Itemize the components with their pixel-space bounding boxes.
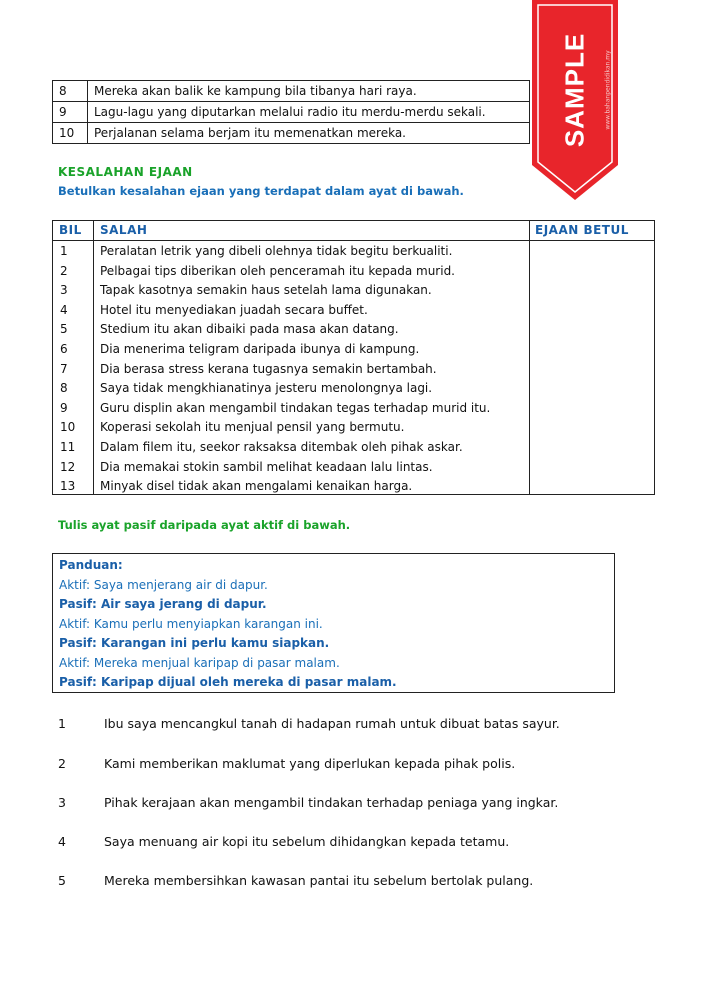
row-number: 9	[60, 400, 68, 415]
row-text: Saya tidak mengkhianatinya jesteru menolongnya lagi.	[100, 381, 433, 396]
row-number: 5	[60, 322, 68, 337]
question-number: 4	[58, 834, 66, 849]
question-number: 2	[58, 756, 66, 771]
section-title: KESALAHAN EJAAN	[58, 165, 193, 179]
top-table	[52, 80, 530, 144]
table-row	[53, 458, 654, 478]
table-row	[53, 102, 530, 123]
table-row	[53, 418, 654, 438]
table-header	[53, 221, 654, 241]
row-number: 8	[53, 81, 88, 102]
header-ejaan-betul: EJAAN BETUL	[535, 223, 629, 237]
question-item	[58, 873, 533, 888]
row-text: Mereka akan balik ke kampung bila tibanya hari raya.	[88, 81, 530, 102]
row-text: Dia menerima teligram daripada ibunya di kampung.	[100, 341, 420, 356]
spelling-table	[52, 220, 655, 495]
question-item	[58, 756, 515, 771]
header-salah: SALAH	[100, 223, 148, 237]
row-text: Tapak kasotnya semakin haus setelah lama digunakan.	[100, 283, 432, 298]
sample-label: SAMPLE	[559, 32, 590, 148]
header-bil: BIL	[59, 223, 82, 237]
row-number: 2	[60, 263, 68, 278]
table-row	[53, 320, 654, 340]
table-row	[53, 123, 530, 144]
row-number: 11	[60, 439, 76, 454]
row-number: 10	[60, 420, 76, 435]
row-text: Koperasi sekolah itu menjual pensil yang bermutu.	[100, 420, 405, 435]
row-text: Minyak disel tidak akan mengalami kenaikan harga.	[100, 479, 413, 494]
section-instruction: Betulkan kesalahan ejaan yang terdapat dalam ayat di bawah.	[58, 184, 464, 198]
table-row	[53, 399, 654, 419]
table-row	[53, 438, 654, 458]
guide-line-aktif: Aktif: Saya menjerang air di dapur.	[59, 577, 268, 592]
question-text: Saya menuang air kopi itu sebelum dihidangkan kepada tetamu.	[104, 834, 510, 849]
pasif-instruction: Tulis ayat pasif daripada ayat aktif di bawah.	[58, 518, 351, 532]
guide-line-aktif: Aktif: Mereka menjual karipap di pasar malam.	[59, 655, 340, 670]
table-row	[53, 301, 654, 321]
question-text: Ibu saya mencangkul tanah di hadapan rumah untuk dibuat batas sayur.	[104, 716, 560, 731]
question-text: Kami memberikan maklumat yang diperlukan kepada pihak polis.	[104, 756, 516, 771]
table-row	[53, 242, 654, 262]
guide-title: Panduan:	[59, 558, 123, 572]
guide-line-pasif: Pasif: Karipap dijual oleh mereka di pasar malam.	[59, 675, 397, 689]
row-text: Dia berasa stress kerana tugasnya semakin bertambah.	[100, 361, 437, 376]
row-text: Peralatan letrik yang dibeli olehnya tidak begitu berkualiti.	[100, 244, 453, 258]
question-number: 3	[58, 795, 66, 810]
question-text: Pihak kerajaan akan mengambil tindakan terhadap peniaga yang ingkar.	[104, 795, 559, 810]
question-number: 5	[58, 873, 66, 888]
guide-box	[52, 553, 615, 693]
row-text: Lagu-lagu yang diputarkan melalui radio itu merdu-merdu sekali.	[88, 102, 530, 123]
row-text: Hotel itu menyediakan juadah secara buffet.	[100, 302, 368, 317]
table-row	[53, 281, 654, 301]
ribbon-url: www.bahanpendidikan.my	[604, 50, 612, 130]
guide-line-pasif: Pasif: Karangan ini perlu kamu siapkan.	[59, 636, 330, 650]
row-text: Stedium itu akan dibaiki pada masa akan datang.	[100, 322, 399, 337]
table-row	[53, 360, 654, 380]
table-row	[53, 477, 654, 497]
row-text: Dia memakai stokin sambil melihat keadaan lalu lintas.	[100, 459, 433, 474]
question-text: Mereka membersihkan kawasan pantai itu sebelum bertolak pulang.	[104, 873, 534, 888]
row-number: 9	[53, 102, 88, 123]
row-text: Guru displin akan mengambil tindakan tegas terhadap murid itu.	[100, 400, 491, 415]
row-number: 13	[60, 479, 76, 494]
question-item	[58, 795, 558, 810]
row-number: 1	[60, 244, 68, 258]
table-body	[53, 242, 654, 497]
row-text: Pelbagai tips diberikan oleh penceramah itu kepada murid.	[100, 263, 455, 278]
guide-line-aktif: Aktif: Kamu perlu menyiapkan karangan ini.	[59, 616, 323, 631]
table-row	[53, 340, 654, 360]
row-number: 12	[60, 459, 76, 474]
row-number: 7	[60, 361, 68, 376]
question-number: 1	[58, 716, 66, 731]
table-row	[53, 81, 530, 102]
question-item	[58, 716, 560, 731]
sample-ribbon	[530, 0, 620, 200]
table-row	[53, 262, 654, 282]
row-number: 6	[60, 341, 68, 356]
row-number: 8	[60, 381, 68, 396]
guide-line-pasif: Pasif: Air saya jerang di dapur.	[59, 597, 267, 611]
table-row	[53, 379, 654, 399]
question-item	[58, 834, 509, 849]
row-text: Perjalanan selama berjam itu memenatkan mereka.	[88, 123, 530, 144]
row-number: 4	[60, 302, 68, 317]
row-number: 3	[60, 283, 68, 298]
row-text: Dalam filem itu, seekor raksaksa ditembak oleh pihak askar.	[100, 439, 463, 454]
row-number: 10	[53, 123, 88, 144]
